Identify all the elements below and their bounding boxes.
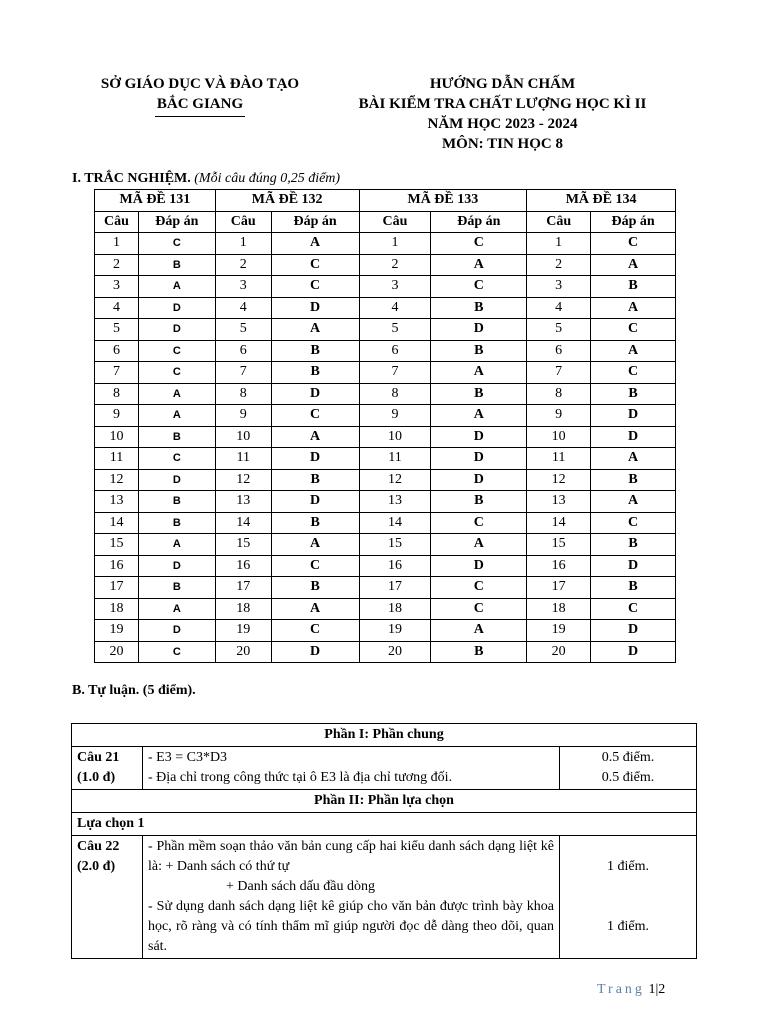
page-number: 1	[648, 982, 656, 997]
question-number: 20	[215, 641, 271, 663]
question-number: 10	[95, 426, 139, 448]
answer-row	[95, 534, 676, 556]
question-number: 12	[527, 469, 591, 491]
answer-letter: B	[431, 340, 527, 362]
question-number: 5	[359, 319, 431, 341]
question-number: 15	[215, 534, 271, 556]
answer-letter: D	[271, 448, 359, 470]
question-number: 12	[215, 469, 271, 491]
answer-letter: C	[431, 233, 527, 255]
answer-letter: D	[271, 383, 359, 405]
q22-line3: - Sử dụng danh sách dạng liệt kê giúp cho văn bản được trình bày khoa học, rõ ràng và có tính thẩm mĩ giúp người đọc dễ dàng theo dõi, quan sát.	[148, 899, 554, 954]
col-question-header: Câu	[215, 211, 271, 233]
answer-letter: A	[431, 534, 527, 556]
answer-letter: A	[271, 598, 359, 620]
answer-letter: A	[431, 362, 527, 384]
question-number: 7	[359, 362, 431, 384]
question-number: 11	[527, 448, 591, 470]
question-number: 1	[95, 233, 139, 255]
answer-row	[95, 469, 676, 491]
answer-letter: D	[431, 448, 527, 470]
answer-row	[95, 254, 676, 276]
answer-key-body	[95, 233, 676, 663]
question-number: 8	[527, 383, 591, 405]
header-rule	[155, 116, 245, 117]
question-number: 18	[95, 598, 139, 620]
question-number: 19	[95, 620, 139, 642]
question-number: 13	[95, 491, 139, 513]
part1-title: Phần I: Phần chung	[72, 724, 697, 747]
answer-letter: C	[138, 362, 215, 384]
answer-letter: A	[138, 598, 215, 620]
answer-letter: D	[431, 426, 527, 448]
q22-content	[143, 836, 560, 959]
question-number: 4	[95, 297, 139, 319]
part1-row	[72, 724, 697, 747]
answer-row	[95, 276, 676, 298]
question-number: 20	[95, 641, 139, 663]
question-number: 4	[359, 297, 431, 319]
question-number: 13	[527, 491, 591, 513]
answer-letter: D	[138, 555, 215, 577]
question-number: 19	[215, 620, 271, 642]
answer-letter: B	[271, 362, 359, 384]
answer-letter: D	[591, 641, 676, 663]
code-header: MÃ ĐỀ 134	[527, 190, 676, 212]
question-number: 3	[359, 276, 431, 298]
section-a-title: I. TRẮC NGHIỆM.	[72, 171, 191, 186]
part2-row	[72, 790, 697, 813]
question-number: 16	[527, 555, 591, 577]
question-number: 17	[215, 577, 271, 599]
question-number: 10	[527, 426, 591, 448]
answer-letter: C	[271, 276, 359, 298]
answer-row	[95, 620, 676, 642]
answer-letter: C	[591, 319, 676, 341]
essay-grading-table	[71, 723, 697, 959]
answer-letter: B	[138, 426, 215, 448]
answer-letter: A	[271, 319, 359, 341]
question-number: 11	[359, 448, 431, 470]
col-answer-header: Đáp án	[431, 211, 527, 233]
answer-letter: B	[138, 491, 215, 513]
question-number: 5	[95, 319, 139, 341]
page-separator: |	[655, 982, 659, 997]
answer-row	[95, 512, 676, 534]
question-number: 2	[527, 254, 591, 276]
question-number: 3	[215, 276, 271, 298]
answer-letter: B	[591, 577, 676, 599]
answer-letter: B	[591, 469, 676, 491]
question-number: 20	[359, 641, 431, 663]
answer-letter: B	[431, 383, 527, 405]
question-number: 3	[527, 276, 591, 298]
answer-letter: C	[138, 448, 215, 470]
col-question-header: Câu	[359, 211, 431, 233]
answer-letter: B	[271, 577, 359, 599]
answer-letter: B	[591, 276, 676, 298]
q22-points: (2.0 đ)	[77, 859, 116, 874]
question-number: 6	[359, 340, 431, 362]
question-number: 10	[215, 426, 271, 448]
code-header-row	[95, 190, 676, 212]
answer-letter: B	[431, 491, 527, 513]
answer-letter: A	[271, 426, 359, 448]
question-number: 15	[527, 534, 591, 556]
q21-score2: 0.5 điểm.	[601, 770, 655, 785]
question-number: 9	[359, 405, 431, 427]
answer-letter: A	[271, 233, 359, 255]
answer-letter: D	[431, 469, 527, 491]
answer-letter: C	[591, 233, 676, 255]
question-number: 6	[215, 340, 271, 362]
answer-letter: D	[271, 491, 359, 513]
question-number: 17	[527, 577, 591, 599]
question-number: 8	[95, 383, 139, 405]
q22-label-cell	[72, 836, 143, 959]
code-header: MÃ ĐỀ 132	[215, 190, 359, 212]
answer-letter: C	[138, 233, 215, 255]
answer-letter: B	[271, 340, 359, 362]
question-number: 3	[95, 276, 139, 298]
province-name: BẮC GIANG	[156, 96, 244, 112]
code-header: MÃ ĐỀ 131	[95, 190, 216, 212]
answer-row	[95, 641, 676, 663]
question-number: 2	[215, 254, 271, 276]
q22-score-cell	[560, 836, 697, 959]
answer-letter: A	[591, 297, 676, 319]
question-number: 17	[95, 577, 139, 599]
answer-row	[95, 233, 676, 255]
answer-letter: A	[431, 254, 527, 276]
answer-row	[95, 555, 676, 577]
question-number: 14	[95, 512, 139, 534]
answer-letter: A	[431, 405, 527, 427]
q21-label: Câu 21	[77, 750, 120, 765]
answer-row	[95, 426, 676, 448]
question-number: 4	[215, 297, 271, 319]
question-number: 14	[527, 512, 591, 534]
col-answer-header: Đáp án	[271, 211, 359, 233]
answer-letter: A	[138, 383, 215, 405]
answer-letter: A	[271, 534, 359, 556]
answer-letter: C	[271, 405, 359, 427]
answer-row	[95, 598, 676, 620]
answer-row	[95, 491, 676, 513]
question-number: 15	[95, 534, 139, 556]
school-year: NĂM HỌC 2023 - 2024	[427, 116, 578, 132]
answer-row	[95, 340, 676, 362]
question-number: 8	[359, 383, 431, 405]
answer-letter: C	[271, 555, 359, 577]
section-a-heading	[72, 171, 340, 187]
answer-letter: D	[431, 319, 527, 341]
department-name: SỞ GIÁO DỤC VÀ ĐÀO TẠO	[100, 76, 300, 92]
question-number: 1	[359, 233, 431, 255]
q22-line1: - Phần mềm soạn thảo văn bản cung cấp hai kiểu danh sách dạng liệt kê là: + Danh sách có thứ tự	[148, 839, 554, 874]
answer-letter: D	[138, 297, 215, 319]
answer-letter: B	[138, 512, 215, 534]
answer-letter: D	[271, 297, 359, 319]
choice1-label: Lựa chọn 1	[72, 813, 697, 836]
answer-letter: C	[591, 512, 676, 534]
question-number: 9	[95, 405, 139, 427]
answer-letter: A	[591, 340, 676, 362]
header-left	[80, 74, 320, 117]
question-number: 2	[95, 254, 139, 276]
answer-letter: D	[591, 426, 676, 448]
answer-letter: D	[591, 555, 676, 577]
answer-letter: D	[431, 555, 527, 577]
answer-letter: D	[591, 620, 676, 642]
question-number: 13	[359, 491, 431, 513]
question-number: 16	[95, 555, 139, 577]
question-number: 13	[215, 491, 271, 513]
answer-letter: B	[591, 383, 676, 405]
choice1-row	[72, 813, 697, 836]
answer-row	[95, 577, 676, 599]
question-number: 14	[215, 512, 271, 534]
answer-letter: C	[591, 598, 676, 620]
question-number: 9	[527, 405, 591, 427]
answer-letter: B	[431, 641, 527, 663]
question-number: 9	[215, 405, 271, 427]
subject: MÔN: TIN HỌC 8	[442, 136, 563, 152]
answer-letter: C	[431, 276, 527, 298]
question-number: 18	[527, 598, 591, 620]
question-number: 7	[215, 362, 271, 384]
answer-letter: A	[138, 276, 215, 298]
q21-line1: - E3 = C3*D3	[148, 750, 228, 765]
answer-letter: C	[431, 577, 527, 599]
question-number: 8	[215, 383, 271, 405]
answer-letter: A	[591, 491, 676, 513]
question-number: 14	[359, 512, 431, 534]
answer-letter: D	[271, 641, 359, 663]
answer-letter: C	[138, 641, 215, 663]
question-number: 18	[359, 598, 431, 620]
answer-letter: A	[138, 405, 215, 427]
question-number: 6	[95, 340, 139, 362]
doc-title: HƯỚNG DẪN CHẤM	[429, 76, 576, 92]
answer-letter: D	[138, 319, 215, 341]
answer-key-table	[94, 189, 676, 663]
answer-letter: D	[591, 405, 676, 427]
answer-row	[95, 405, 676, 427]
q21-score1: 0.5 điểm.	[601, 750, 655, 765]
answer-row	[95, 448, 676, 470]
question-number: 19	[527, 620, 591, 642]
q22-row	[72, 836, 697, 959]
col-question-header: Câu	[527, 211, 591, 233]
question-number: 7	[95, 362, 139, 384]
question-number: 11	[215, 448, 271, 470]
question-number: 18	[215, 598, 271, 620]
q22-score2: 1 điểm.	[607, 919, 649, 934]
page-total: 2	[658, 982, 666, 997]
page-footer	[597, 982, 665, 998]
question-number: 4	[527, 297, 591, 319]
answer-letter: C	[431, 598, 527, 620]
section-a-note: (Mỗi câu đúng 0,25 điểm)	[194, 171, 341, 186]
code-header: MÃ ĐỀ 133	[359, 190, 527, 212]
q21-content	[143, 747, 560, 790]
header-right	[330, 74, 675, 154]
section-b-title: B. Tự luận. (5 điểm).	[72, 683, 196, 698]
answer-letter: B	[591, 534, 676, 556]
answer-letter: B	[271, 469, 359, 491]
answer-letter: B	[271, 512, 359, 534]
question-number: 1	[527, 233, 591, 255]
question-number: 12	[95, 469, 139, 491]
question-number: 15	[359, 534, 431, 556]
answer-letter: A	[591, 254, 676, 276]
question-number: 10	[359, 426, 431, 448]
answer-letter: A	[431, 620, 527, 642]
answer-letter: C	[138, 340, 215, 362]
question-number: 19	[359, 620, 431, 642]
answer-letter: A	[591, 448, 676, 470]
q21-points: (1.0 đ)	[77, 770, 116, 785]
answer-letter: D	[138, 620, 215, 642]
question-number: 11	[95, 448, 139, 470]
question-number: 12	[359, 469, 431, 491]
answer-letter: A	[138, 534, 215, 556]
question-number: 1	[215, 233, 271, 255]
page-label: Trang	[597, 982, 645, 997]
q21-row	[72, 747, 697, 790]
q21-line2: - Địa chỉ trong công thức tại ô E3 là địa chỉ tương đối.	[148, 770, 453, 785]
answer-row	[95, 362, 676, 384]
question-number: 5	[527, 319, 591, 341]
answer-letter: C	[271, 254, 359, 276]
question-number: 16	[359, 555, 431, 577]
col-answer-header: Đáp án	[138, 211, 215, 233]
question-number: 6	[527, 340, 591, 362]
question-number: 16	[215, 555, 271, 577]
answer-letter: B	[138, 577, 215, 599]
q22-score1: 1 điểm.	[607, 859, 649, 874]
q22-line2: + Danh sách dấu đầu dòng	[226, 879, 376, 894]
part2-title: Phần II: Phần lựa chọn	[72, 790, 697, 813]
q22-label: Câu 22	[77, 839, 120, 854]
question-number: 5	[215, 319, 271, 341]
col-question-header: Câu	[95, 211, 139, 233]
q21-score-cell	[560, 747, 697, 790]
answer-letter: B	[138, 254, 215, 276]
column-header-row	[95, 211, 676, 233]
col-answer-header: Đáp án	[591, 211, 676, 233]
question-number: 20	[527, 641, 591, 663]
question-number: 2	[359, 254, 431, 276]
answer-letter: B	[431, 297, 527, 319]
answer-letter: C	[431, 512, 527, 534]
answer-row	[95, 319, 676, 341]
answer-letter: C	[591, 362, 676, 384]
q21-label-cell	[72, 747, 143, 790]
question-number: 17	[359, 577, 431, 599]
answer-row	[95, 297, 676, 319]
answer-letter: C	[271, 620, 359, 642]
question-number: 7	[527, 362, 591, 384]
exam-title: BÀI KIỂM TRA CHẤT LƯỢNG HỌC KÌ II	[358, 96, 647, 112]
answer-row	[95, 383, 676, 405]
answer-letter: D	[138, 469, 215, 491]
